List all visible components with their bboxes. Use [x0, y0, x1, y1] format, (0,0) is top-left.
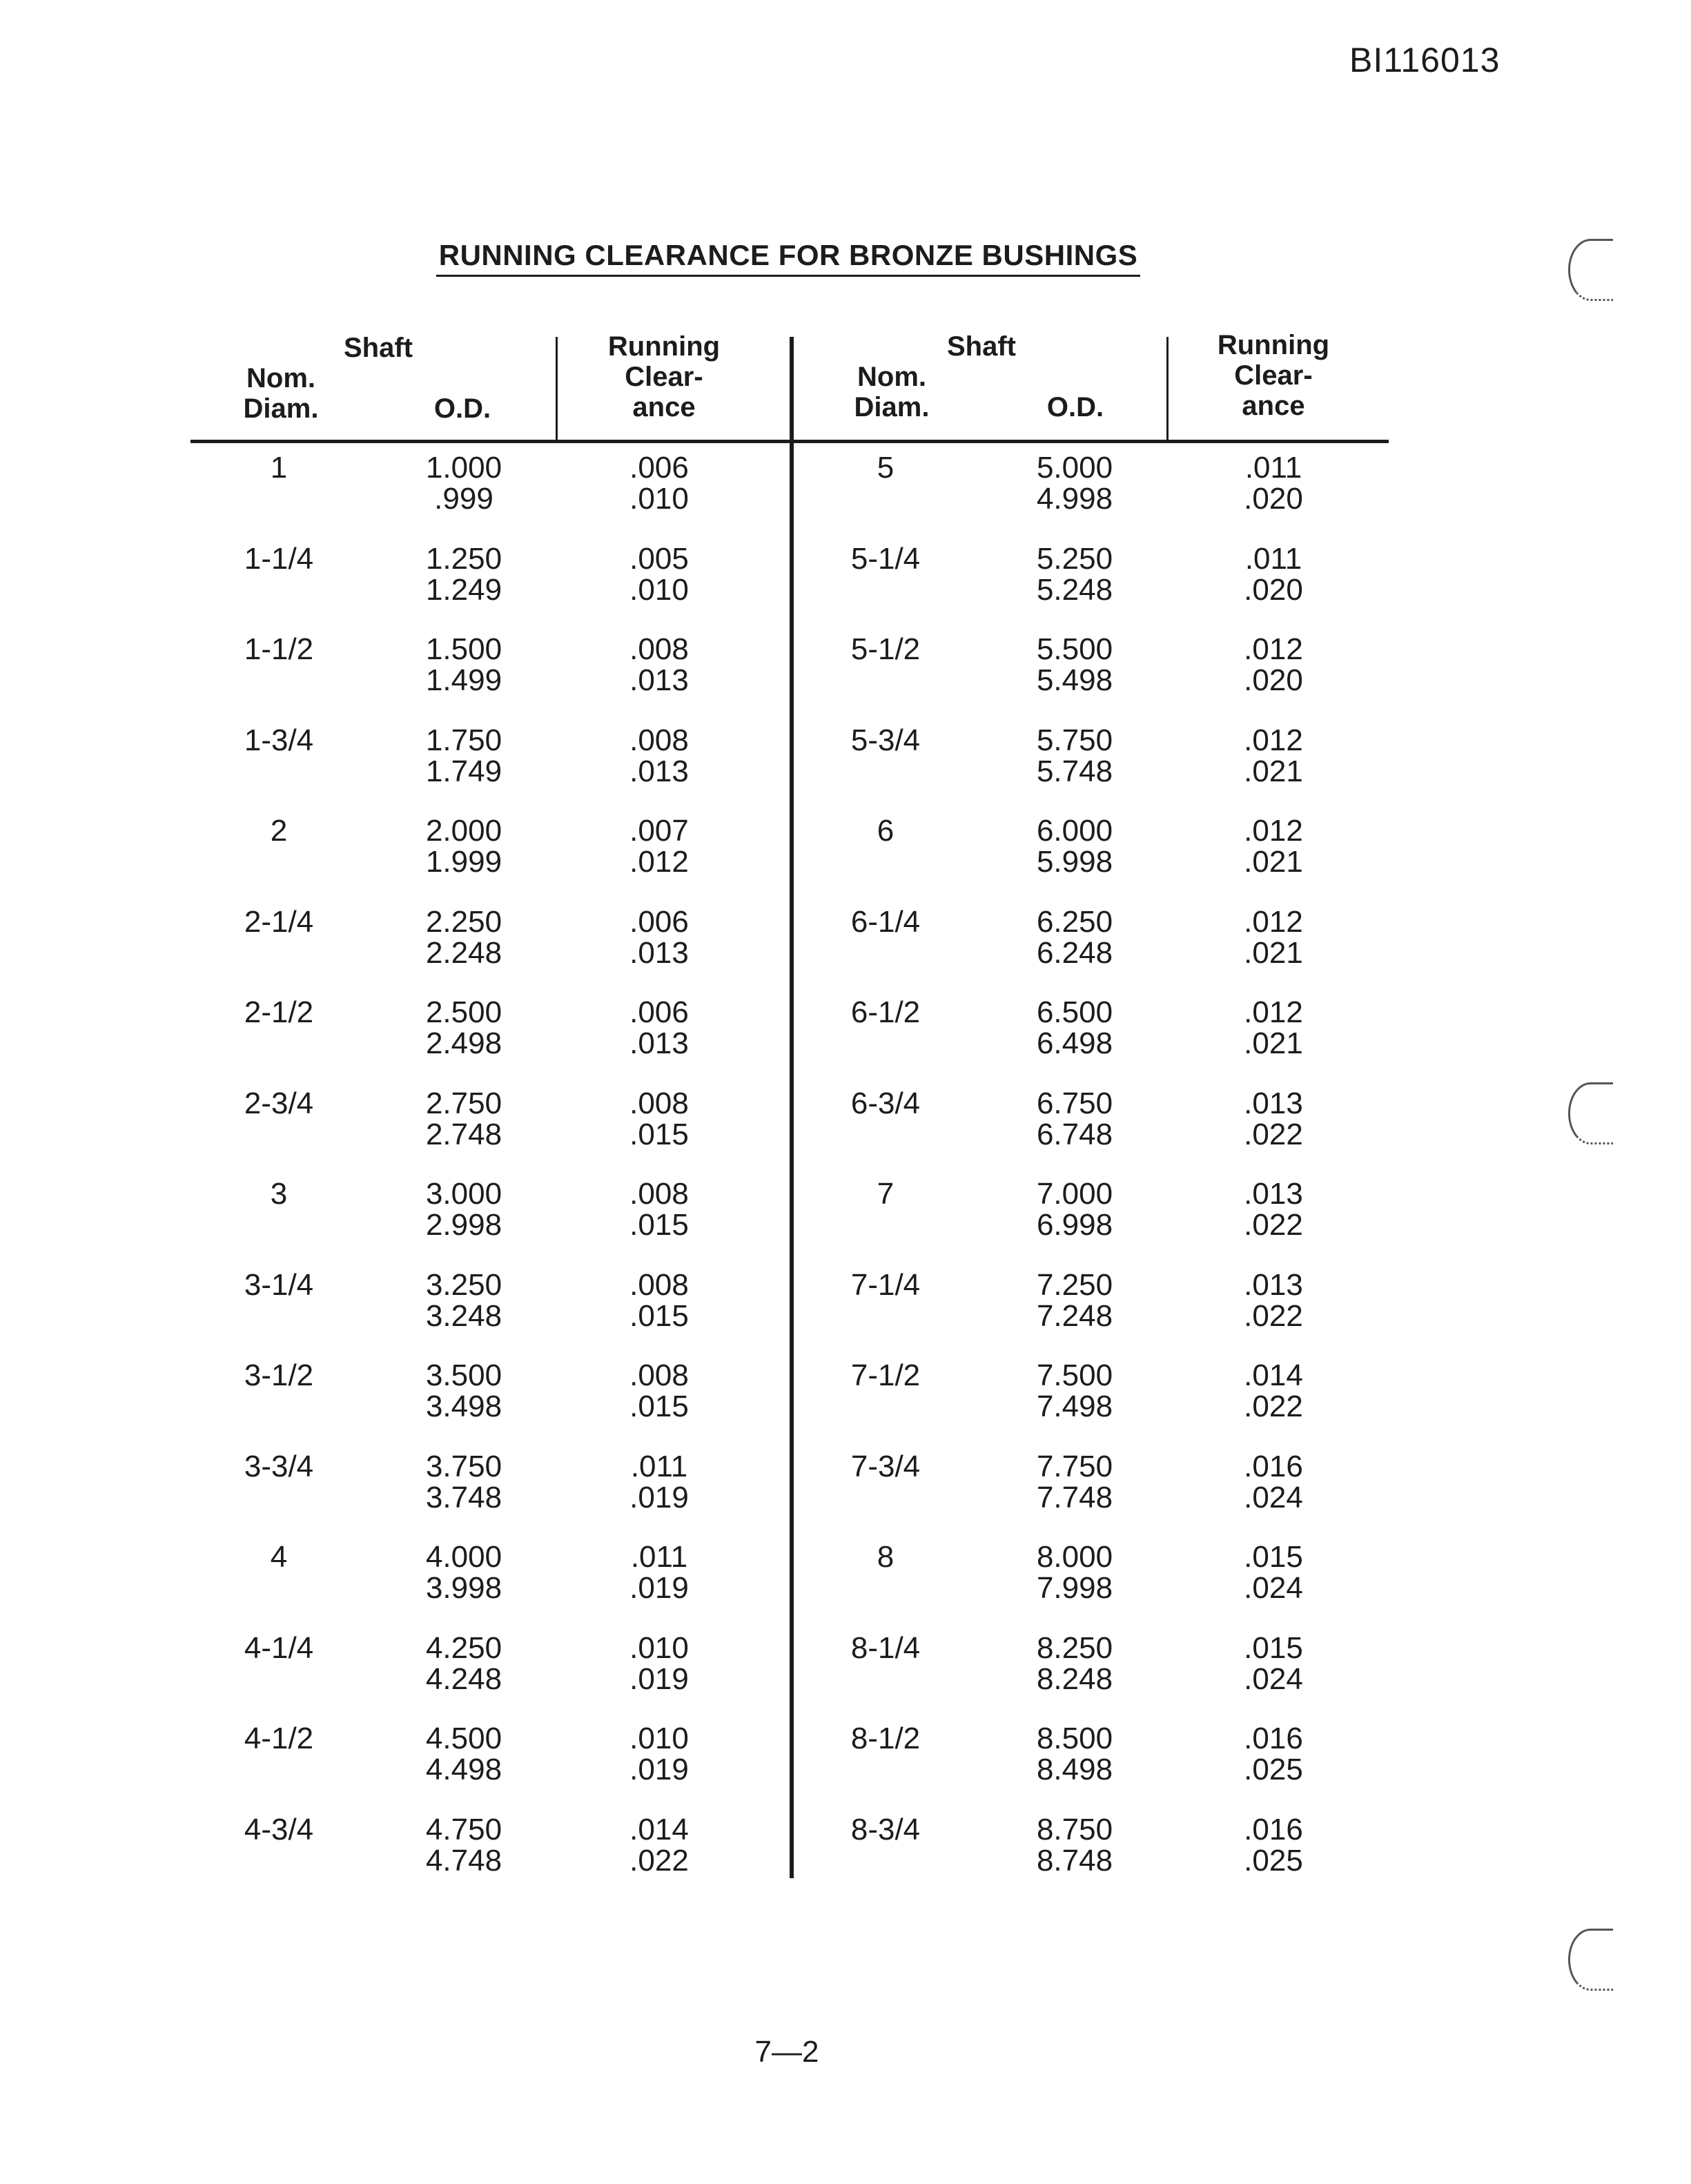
nom-diam-cell: 8-3/4	[850, 1812, 921, 1846]
clearance-max-cell: .015	[629, 1208, 689, 1242]
od-min-cell: 8.248	[1036, 1661, 1113, 1696]
nom-diam-cell: 2-3/4	[244, 1086, 314, 1120]
clearance-max-cell: .022	[1244, 1117, 1303, 1151]
clearance-max-cell: .025	[1244, 1843, 1303, 1878]
header-running-left: Running	[607, 331, 721, 362]
clearance-min-cell: .014	[1244, 1358, 1303, 1392]
od-min-cell: 5.248	[1036, 572, 1113, 607]
clearance-min-cell: .006	[629, 995, 689, 1029]
nom-diam-cell: 3-3/4	[244, 1449, 314, 1483]
nom-diam-cell: 7-1/2	[850, 1358, 921, 1392]
od-max-cell: 2.750	[425, 1086, 502, 1120]
nom-diam-cell: 6-1/2	[850, 995, 921, 1029]
clearance-max-cell: .019	[629, 1571, 689, 1605]
clearance-min-cell: .006	[629, 451, 689, 485]
header-diam-left: Diam.	[243, 393, 319, 424]
od-min-cell: 8.498	[1036, 1753, 1113, 1786]
od-min-cell: 7.998	[1036, 1571, 1113, 1605]
clearance-min-cell: .008	[629, 1358, 689, 1392]
clearance-min-cell: .012	[1244, 632, 1303, 666]
od-max-cell: 3.500	[425, 1358, 502, 1392]
od-max-cell: 8.250	[1036, 1630, 1113, 1665]
nom-diam-cell: 8-1/2	[850, 1722, 921, 1755]
table-row-right	[0, 1269, 1691, 1338]
nom-diam-cell: 6-3/4	[850, 1086, 921, 1120]
table-row-right	[0, 1360, 1691, 1429]
clearance-max-cell: .022	[1244, 1298, 1303, 1333]
od-max-cell: 4.000	[425, 1540, 502, 1574]
column-divider-right	[1166, 337, 1169, 442]
clearance-max-cell: .021	[1244, 754, 1303, 788]
od-max-cell: 4.500	[425, 1722, 502, 1755]
od-max-cell: 6.250	[1036, 904, 1113, 939]
nom-diam-cell: 1-1/2	[244, 632, 314, 666]
table-row-right	[0, 906, 1691, 975]
clearance-max-cell: .020	[1244, 663, 1303, 697]
nom-diam-cell: 1-3/4	[244, 723, 314, 757]
od-min-cell: 1.999	[425, 845, 502, 879]
table-row-right	[0, 452, 1691, 521]
nom-diam-cell: 3-1/4	[244, 1267, 314, 1302]
header-running-right: Running	[1217, 330, 1330, 360]
clearance-max-cell: .021	[1244, 845, 1303, 879]
clearance-min-cell: .016	[1244, 1722, 1303, 1755]
header-nom-left: Nom.	[246, 363, 315, 393]
nom-diam-cell: 4-3/4	[244, 1812, 314, 1846]
clearance-max-cell: .021	[1244, 1026, 1303, 1060]
header-clear-left: Clear-	[625, 362, 703, 392]
clearance-max-cell: .019	[629, 1480, 689, 1514]
clearance-min-cell: .013	[1244, 1267, 1303, 1302]
header-nom-right: Nom.	[857, 362, 926, 392]
od-max-cell: 2.250	[425, 904, 502, 939]
table-row-right	[0, 1541, 1691, 1610]
nom-diam-cell: 7-1/4	[850, 1267, 921, 1302]
od-min-cell: 3.498	[425, 1390, 502, 1423]
od-max-cell: 4.750	[425, 1812, 502, 1846]
clearance-min-cell: .011	[630, 1449, 688, 1483]
clearance-max-cell: .015	[629, 1298, 689, 1333]
clearance-min-cell: .014	[629, 1812, 689, 1846]
clearance-min-cell: .012	[1244, 995, 1303, 1029]
clearance-min-cell: .016	[1244, 1812, 1303, 1846]
binder-hole-mark	[1568, 239, 1613, 301]
clearance-max-cell: .024	[1244, 1571, 1303, 1605]
od-max-cell: 8.500	[1036, 1722, 1113, 1755]
table-row-right	[0, 1814, 1691, 1883]
od-max-cell: 6.500	[1036, 995, 1113, 1029]
clearance-min-cell: .015	[1244, 1540, 1303, 1574]
clearance-min-cell: .015	[1244, 1630, 1303, 1665]
clearance-min-cell: .008	[629, 632, 689, 666]
nom-diam-cell: 6-1/4	[850, 904, 921, 939]
clearance-max-cell: .010	[629, 572, 689, 607]
nom-diam-cell: 5-1/2	[850, 632, 921, 666]
od-max-cell: 4.250	[425, 1630, 502, 1665]
od-min-cell: 4.748	[425, 1843, 502, 1878]
clearance-min-cell: .010	[629, 1722, 689, 1755]
od-min-cell: 7.248	[1036, 1298, 1113, 1333]
od-min-cell: 2.248	[425, 935, 502, 970]
od-min-cell: 2.748	[425, 1117, 502, 1151]
header-shaft-right: Shaft	[947, 331, 1016, 362]
header-diam-right: Diam.	[854, 392, 930, 422]
table-row-right	[0, 1088, 1691, 1157]
od-max-cell: 5.250	[1036, 541, 1113, 576]
nom-diam-cell: 1	[270, 451, 288, 485]
od-max-cell: 8.750	[1036, 1812, 1113, 1846]
od-max-cell: 5.000	[1036, 451, 1113, 485]
nom-diam-cell: 8-1/4	[850, 1630, 921, 1665]
od-min-cell: 8.748	[1036, 1843, 1113, 1878]
od-max-cell: 1.500	[425, 632, 502, 666]
od-max-cell: 7.750	[1036, 1449, 1113, 1483]
binder-hole-mark	[1568, 1929, 1613, 1991]
od-max-cell: 5.500	[1036, 632, 1113, 666]
clearance-max-cell: .015	[629, 1390, 689, 1423]
nom-diam-cell: 4-1/2	[244, 1722, 314, 1755]
clearance-min-cell: .012	[1244, 814, 1303, 848]
od-max-cell: 1.000	[425, 451, 502, 485]
od-min-cell: 4.498	[425, 1753, 502, 1786]
od-min-cell: 2.998	[425, 1208, 502, 1242]
table-row-right	[0, 725, 1691, 794]
clearance-max-cell: .025	[1244, 1753, 1303, 1786]
table-row-right	[0, 997, 1691, 1066]
clearance-min-cell: .007	[629, 814, 689, 848]
nom-diam-cell: 2-1/4	[244, 904, 314, 939]
header-ance-left: ance	[632, 392, 696, 422]
od-max-cell: 3.750	[425, 1449, 502, 1483]
od-min-cell: 3.248	[425, 1298, 502, 1333]
od-min-cell: 6.998	[1036, 1208, 1113, 1242]
header-shaft-left: Shaft	[344, 333, 413, 363]
clearance-min-cell: .011	[1244, 451, 1302, 485]
od-max-cell: 3.250	[425, 1267, 502, 1302]
clearance-max-cell: .020	[1244, 572, 1303, 607]
clearance-min-cell: .010	[629, 1630, 689, 1665]
clearance-max-cell: .013	[629, 663, 689, 697]
clearance-max-cell: .010	[629, 482, 689, 516]
clearance-min-cell: .008	[629, 1177, 689, 1211]
table-row-right	[0, 815, 1691, 884]
clearance-max-cell: .013	[629, 754, 689, 788]
header-od-left: O.D.	[433, 393, 491, 424]
od-min-cell: 6.748	[1036, 1117, 1113, 1151]
clearance-max-cell: .015	[629, 1117, 689, 1151]
table-row-right	[0, 1723, 1691, 1792]
clearance-max-cell: .020	[1244, 482, 1303, 516]
clearance-max-cell: .022	[1244, 1390, 1303, 1423]
clearance-max-cell: .024	[1244, 1661, 1303, 1696]
clearance-min-cell: .011	[1244, 541, 1302, 576]
od-min-cell: 3.748	[425, 1480, 502, 1514]
od-max-cell: 6.750	[1036, 1086, 1113, 1120]
od-min-cell: 7.498	[1036, 1390, 1113, 1423]
od-min-cell: 5.498	[1036, 663, 1113, 697]
clearance-min-cell: .008	[629, 723, 689, 757]
od-min-cell: 4.248	[425, 1661, 502, 1696]
od-min-cell: 7.748	[1036, 1480, 1113, 1514]
nom-diam-cell: 5	[877, 451, 895, 485]
nom-diam-cell: 3-1/2	[244, 1358, 314, 1392]
nom-diam-cell: 8	[877, 1540, 895, 1574]
od-min-cell: 5.748	[1036, 754, 1113, 788]
od-min-cell: 2.498	[425, 1026, 502, 1060]
od-max-cell: 6.000	[1036, 814, 1113, 848]
table-row-right	[0, 543, 1691, 612]
od-max-cell: 7.250	[1036, 1267, 1113, 1302]
page-title: RUNNING CLEARANCE FOR BRONZE BUSHINGS	[436, 239, 1140, 277]
nom-diam-cell: 2-1/2	[244, 995, 314, 1029]
od-max-cell: 7.500	[1036, 1358, 1113, 1392]
clearance-min-cell: .005	[629, 541, 689, 576]
page-number: 7—2	[754, 2035, 819, 2069]
nom-diam-cell: 7-3/4	[850, 1449, 921, 1483]
header-od-right: O.D.	[1046, 392, 1104, 422]
clearance-max-cell: .024	[1244, 1480, 1303, 1514]
od-min-cell: .999	[434, 482, 493, 516]
od-min-cell: 6.248	[1036, 935, 1113, 970]
od-min-cell: 6.498	[1036, 1026, 1113, 1060]
clearance-max-cell: .021	[1244, 935, 1303, 970]
clearance-min-cell: .006	[629, 904, 689, 939]
od-max-cell: 1.250	[425, 541, 502, 576]
od-max-cell: 8.000	[1036, 1540, 1113, 1574]
binder-hole-mark	[1568, 1082, 1613, 1144]
clearance-max-cell: .022	[629, 1843, 689, 1878]
nom-diam-cell: 6	[877, 814, 895, 848]
nom-diam-cell: 1-1/4	[244, 541, 314, 576]
nom-diam-cell: 4-1/4	[244, 1630, 314, 1665]
table-row-right	[0, 1451, 1691, 1520]
nom-diam-cell: 7	[877, 1177, 895, 1211]
table-row-right	[0, 1632, 1691, 1702]
od-max-cell: 2.500	[425, 995, 502, 1029]
nom-diam-cell: 2	[270, 814, 288, 848]
od-min-cell: 1.249	[425, 572, 502, 607]
table-row-right	[0, 634, 1691, 703]
clearance-max-cell: .022	[1244, 1208, 1303, 1242]
od-max-cell: 1.750	[425, 723, 502, 757]
od-max-cell: 5.750	[1036, 723, 1113, 757]
clearance-min-cell: .008	[629, 1086, 689, 1120]
od-min-cell: 1.749	[425, 754, 502, 788]
clearance-max-cell: .012	[629, 845, 689, 879]
od-min-cell: 1.499	[425, 663, 502, 697]
clearance-min-cell: .011	[630, 1540, 688, 1574]
clearance-min-cell: .008	[629, 1267, 689, 1302]
od-max-cell: 3.000	[425, 1177, 502, 1211]
od-max-cell: 7.000	[1036, 1177, 1113, 1211]
clearance-min-cell: .013	[1244, 1086, 1303, 1120]
clearance-min-cell: .012	[1244, 723, 1303, 757]
table-row-right	[0, 1178, 1691, 1247]
clearance-min-cell: .016	[1244, 1449, 1303, 1483]
nom-diam-cell: 3	[270, 1177, 288, 1211]
header-ance-right: ance	[1242, 391, 1305, 421]
od-max-cell: 2.000	[425, 814, 502, 848]
header-clear-right: Clear-	[1234, 360, 1313, 391]
clearance-max-cell: .013	[629, 1026, 689, 1060]
od-min-cell: 4.998	[1036, 482, 1113, 516]
column-divider-left	[556, 337, 558, 442]
clearance-max-cell: .019	[629, 1661, 689, 1696]
od-min-cell: 3.998	[425, 1571, 502, 1605]
clearance-min-cell: .013	[1244, 1177, 1303, 1211]
document-id: BI116013	[1349, 41, 1501, 79]
clearance-max-cell: .013	[629, 935, 689, 970]
nom-diam-cell: 5-3/4	[850, 723, 921, 757]
od-min-cell: 5.998	[1036, 845, 1113, 879]
clearance-max-cell: .019	[629, 1753, 689, 1786]
nom-diam-cell: 5-1/4	[850, 541, 921, 576]
clearance-min-cell: .012	[1244, 904, 1303, 939]
nom-diam-cell: 4	[270, 1540, 288, 1574]
